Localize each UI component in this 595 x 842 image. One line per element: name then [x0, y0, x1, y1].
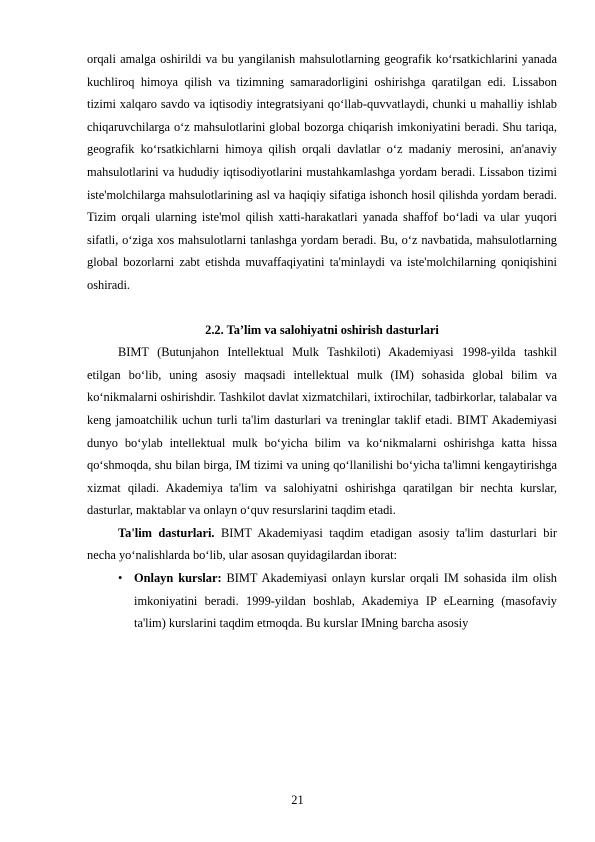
bullet-list — [87, 567, 557, 635]
list-item-text: BIMT Akademiyasi onlayn kurslar orqali IM sohasida ilm olish imkoniyatini beradi. 1999-yildan boshlab, Akademiya IP eLearning (masofaviy ta'lim) kurslarini taqdim etmoqda. Bu kurslar IMning barcha asosiy — [134, 571, 558, 631]
list-item — [87, 567, 557, 635]
page-number: 21 — [291, 793, 304, 807]
section-heading: 2.2. Ta’lim va salohiyatni oshirish dasturlari — [205, 322, 439, 337]
body-paragraph-lissabon: orqali amalga oshirildi va bu yangilanish mahsulotlarning geografik ko‘rsatkichlarini yanada kuchliroq himoya qilish va tizimning samaradorligini oshirishga qaratilgan edi. Lissabon tizimi xalqaro savdo va iqtisodiy integratsiyani qo‘llab-quvvatlaydi, chunki u mahalliy ishlab chiqaruvchilarga o‘z mahsulotlarini global bozorga chiqarish imkoniyatini beradi. Shu tariqa, geografik ko‘rsatkichlarni himoya qilish orqali davlatlar o‘z madaniy merosini, an'anaviy mahsulotlarini va hududiy iqtisodiyotlarini mustahkamlashga yordam beradi. Lissabon tizimi iste'molchilarga mahsulotlarining asl va haqiqiy sifatiga ishonch hosil qilishda yordam beradi. Tizim orqali ularning iste'mol qilish xatti-harakatlari yanada shaffof bo‘ladi va ular yuqori sifatli, o‘ziga xos mahsulotlarni tanlashga yordam beradi. Bu, o‘z navbatida, mahsulotlarning global bozorlarni zabt etishda muvaffaqiyatini ta'minlaydi va iste'molchilarning qoniqishini oshiradi. — [87, 52, 557, 292]
paragraph-lead-bold: Ta'lim dasturlari. — [118, 525, 215, 540]
list-item-title: Onlayn kurslar: — [134, 571, 222, 586]
bullet-icon: • — [118, 571, 123, 586]
document-page — [87, 48, 557, 635]
body-paragraph-education-programs — [87, 522, 557, 567]
paragraph-lead-text: BIMT Akademiyasi taqdim etadigan asosiy ta'lim dasturlari bir necha yo‘nalishlarda bo‘lib, ular asosan quyidagilardan iborat: — [87, 525, 558, 563]
body-paragraph-bimt-academy: BIMT (Butunjahon Intellektual Mulk Tashkiloti) Akademiyasi 1998-yilda tashkil etilgan bo‘lib, uning asosiy maqsadi intellektual mulk (IM) sohasida global bilim va ko‘nikmalarni oshirishdir. Tashkilot davlat xizmatchilari, ixtirochilar, tadbirkorlar, talabalar va keng jamoatchilik uchun turli ta'lim dasturlari va treninglar taklif etadi. BIMT Akademiyasi dunyo bo‘ylab intellektual mulk bo‘yicha bilim va ko‘nikmalarni oshirishga katta hissa qo‘shmoqda, shu bilan birga, IM tizimi va uning qo‘llanilishi bo‘yicha ta'limni kengaytirishga xizmat qiladi. Akademiya ta'lim va salohiyatni oshirishga qaratilgan bir nechta kurslar, dasturlar, maktablar va onlayn o‘quv resurslarini taqdim etadi. — [87, 345, 557, 518]
